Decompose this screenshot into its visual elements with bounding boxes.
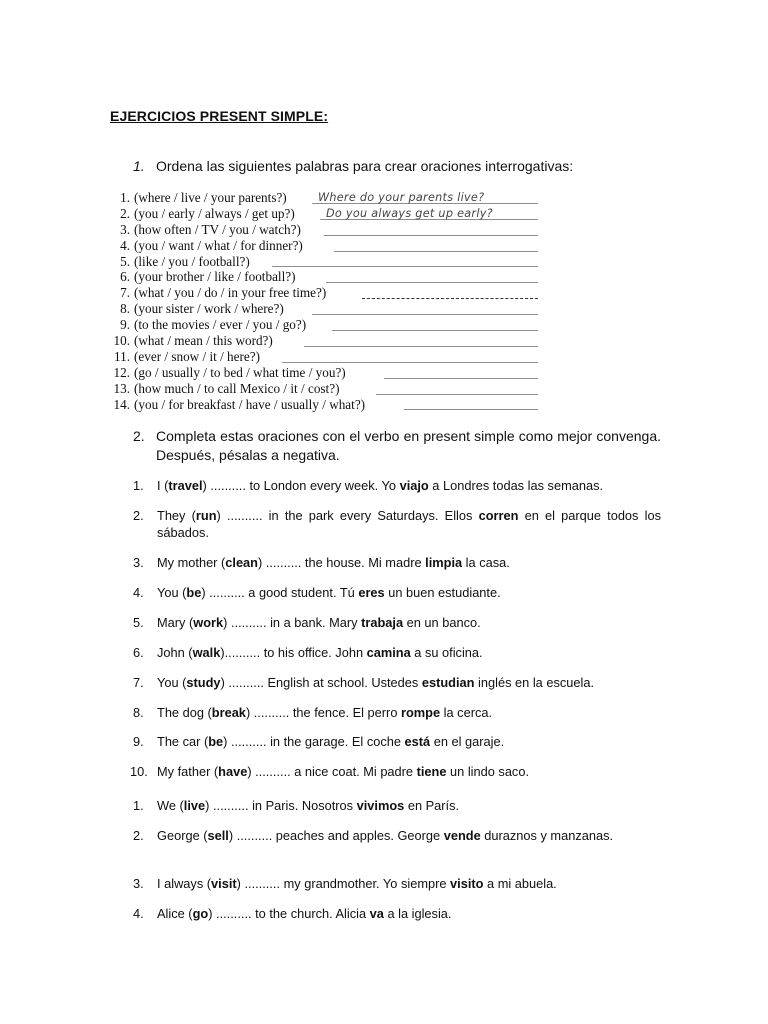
verb-bold: be xyxy=(186,585,202,600)
reorder-item xyxy=(104,269,544,285)
item-text xyxy=(157,614,661,631)
spanish-verb-bold: trabaja xyxy=(361,615,404,630)
list-item xyxy=(133,477,661,494)
list-item xyxy=(133,704,661,721)
item-number: 9. xyxy=(120,317,130,333)
item-number: 5. xyxy=(133,615,144,630)
text-fragment: ) .......... in Paris. Nosotros xyxy=(205,798,357,813)
item-text xyxy=(157,875,661,892)
list-item xyxy=(133,797,661,814)
text-fragment: ) .......... English at school. Ustedes xyxy=(220,675,422,690)
text-fragment: un buen estudiante. xyxy=(384,585,501,600)
item-number: 8. xyxy=(133,705,144,720)
text-fragment: John ( xyxy=(157,645,193,660)
item-number: 1. xyxy=(133,478,144,493)
verb-bold: work xyxy=(193,615,224,630)
text-fragment: Mary ( xyxy=(157,615,194,630)
answer-line xyxy=(272,266,538,267)
item-number: 3. xyxy=(133,555,144,570)
spanish-verb-bold: tiene xyxy=(416,764,447,779)
verb-bold: go xyxy=(192,906,209,921)
item-number: 2. xyxy=(120,205,130,221)
text-fragment: You ( xyxy=(157,585,187,600)
reorder-item xyxy=(104,381,544,397)
item-number: 4. xyxy=(133,585,144,600)
answer-line xyxy=(334,251,538,252)
item-text xyxy=(157,554,661,571)
spanish-verb-bold: está xyxy=(404,734,431,749)
text-fragment: ) .......... a good student. Tú xyxy=(201,585,359,600)
text-fragment: ) .......... the fence. El perro xyxy=(245,705,401,720)
spanish-verb-bold: visito xyxy=(450,876,484,891)
list-item xyxy=(133,584,661,601)
page-title: EJERCICIOS PRESENT SIMPLE: xyxy=(110,108,329,124)
list-item xyxy=(133,507,661,541)
reorder-item xyxy=(104,301,544,317)
verb-bold: have xyxy=(218,764,248,779)
item-prompt: (how often / TV / you / watch?) xyxy=(134,221,301,237)
text-fragment: la cerca. xyxy=(440,705,493,720)
verb-bold: live xyxy=(183,798,206,813)
text-fragment: ) .......... peaches and apples. George xyxy=(228,828,444,843)
text-fragment: en el parque todos los sábados. xyxy=(157,508,661,540)
text-fragment: Alice ( xyxy=(157,906,193,921)
text-fragment: ) .......... the house. Mi madre xyxy=(258,555,426,570)
section-1-instruction: Ordena las siguientes palabras para crear oraciones interrogativas: xyxy=(156,158,574,174)
list-item xyxy=(133,644,661,661)
spanish-verb-bold: va xyxy=(369,906,384,921)
text-fragment: ).......... to his office. John xyxy=(220,645,367,660)
item-prompt: (you / for breakfast / have / usually / what?) xyxy=(134,396,366,412)
text-fragment: en el garaje. xyxy=(430,734,505,749)
section-2-number: 2. xyxy=(133,428,145,444)
item-number: 14. xyxy=(113,396,130,412)
item-number: 10. xyxy=(130,764,148,779)
item-number: 1. xyxy=(120,190,130,205)
item-prompt: (to the movies / ever / you / go?) xyxy=(134,317,307,333)
section-1-number: 1. xyxy=(133,158,145,174)
item-prompt: (go / usually / to bed / what time / you?) xyxy=(134,364,346,380)
reorder-item xyxy=(104,317,544,333)
verb-bold: clean xyxy=(225,555,258,570)
list-item xyxy=(130,763,661,780)
spanish-verb-bold: camina xyxy=(366,645,411,660)
list-item xyxy=(133,554,661,571)
spanish-verb-bold: viajo xyxy=(399,478,429,493)
item-number: 8. xyxy=(120,301,130,317)
item-number: 10. xyxy=(113,333,130,349)
answer-line xyxy=(332,330,538,331)
verb-bold: travel xyxy=(168,478,203,493)
answer-line xyxy=(282,362,538,363)
item-text xyxy=(157,584,661,601)
reorder-item xyxy=(104,222,544,238)
answer-line xyxy=(324,235,538,236)
spanish-verb-bold: estudian xyxy=(421,675,475,690)
item-number: 1. xyxy=(133,798,144,813)
spanish-verb-bold: rompe xyxy=(401,705,441,720)
item-prompt: (what / you / do / in your free time?) xyxy=(134,285,327,301)
verb-bold: be xyxy=(208,734,224,749)
text-fragment: un lindo saco. xyxy=(446,764,530,779)
list-item xyxy=(133,905,661,922)
text-fragment: ) .......... in the garage. El coche xyxy=(223,734,405,749)
reorder-item xyxy=(104,285,544,301)
text-fragment: The dog ( xyxy=(157,705,212,720)
item-text xyxy=(157,905,661,922)
item-text xyxy=(157,733,661,750)
text-fragment: a la iglesia. xyxy=(383,906,452,921)
item-prompt: (like / you / football?) xyxy=(134,253,250,269)
text-fragment: duraznos y manzanas. xyxy=(480,828,614,843)
text-fragment: George ( xyxy=(157,828,208,843)
item-number: 3. xyxy=(133,876,144,891)
section-2-instruction: Completa estas oraciones con el verbo en present simple como mejor convenga. Después, pésalas a negativa. xyxy=(156,428,661,463)
reorder-item xyxy=(104,254,544,270)
list-item xyxy=(133,674,661,691)
handwritten-answer: Do you always get up early? xyxy=(326,206,493,220)
text-fragment: My mother ( xyxy=(157,555,226,570)
list-item xyxy=(133,614,661,631)
item-prompt: (your sister / work / where?) xyxy=(134,301,284,317)
verb-bold: sell xyxy=(207,828,229,843)
item-number: 12. xyxy=(113,364,130,380)
text-fragment: ) .......... to the church. Alicia xyxy=(208,906,370,921)
text-fragment: We ( xyxy=(157,798,184,813)
text-fragment: You ( xyxy=(157,675,187,690)
text-fragment: a mi abuela. xyxy=(483,876,557,891)
reorder-item xyxy=(104,238,544,254)
spanish-verb-bold: eres xyxy=(358,585,385,600)
text-fragment: I ( xyxy=(157,478,169,493)
item-text xyxy=(157,644,661,661)
item-prompt: (how much / to call Mexico / it / cost?) xyxy=(134,380,340,396)
item-number: 2. xyxy=(133,828,144,843)
section-2-header xyxy=(133,427,661,465)
list-item xyxy=(133,875,661,892)
handwritten-answer: Where do your parents live? xyxy=(318,190,485,204)
item-text xyxy=(157,477,661,494)
reorder-item xyxy=(104,206,544,222)
item-prompt: (what / mean / this word?) xyxy=(134,333,273,349)
text-fragment: ) .......... in a bank. Mary xyxy=(223,615,362,630)
item-prompt: (you / want / what / for dinner?) xyxy=(134,237,303,253)
spanish-verb-bold: vivimos xyxy=(356,798,405,813)
text-fragment: ) .......... in the park every Saturdays. Ellos xyxy=(216,508,479,523)
list-item xyxy=(133,827,661,844)
item-text xyxy=(157,763,661,780)
answer-line xyxy=(304,346,538,347)
item-prompt: (you / early / always / get up?) xyxy=(134,205,295,221)
item-text xyxy=(157,827,661,844)
answer-line xyxy=(312,314,538,315)
reorder-item xyxy=(104,397,544,413)
verb-bold: walk xyxy=(192,645,221,660)
answer-line xyxy=(384,378,538,379)
item-text xyxy=(157,507,661,541)
reorder-item xyxy=(104,349,544,365)
text-fragment: They ( xyxy=(157,508,196,523)
item-number: 13. xyxy=(113,380,130,396)
item-number: 2. xyxy=(133,508,144,523)
item-text xyxy=(157,674,661,691)
item-prompt: (where / live / your parents?) xyxy=(134,190,287,205)
text-fragment: I always ( xyxy=(157,876,212,891)
text-fragment: ) .......... to London every week. Yo xyxy=(202,478,400,493)
item-number: 6. xyxy=(120,269,130,285)
list-item xyxy=(133,733,661,750)
verb-bold: study xyxy=(186,675,221,690)
text-fragment: en París. xyxy=(404,798,460,813)
verb-bold: break xyxy=(211,705,246,720)
text-fragment: la casa. xyxy=(462,555,510,570)
reorder-exercise-list xyxy=(104,190,544,412)
item-number: 3. xyxy=(120,221,130,237)
item-number: 4. xyxy=(133,906,144,921)
reorder-item xyxy=(104,365,544,381)
text-fragment: ) .......... my grandmother. Yo siempre xyxy=(236,876,451,891)
spanish-verb-bold: limpia xyxy=(425,555,463,570)
item-number: 7. xyxy=(133,675,144,690)
reorder-item xyxy=(104,333,544,349)
item-prompt: (ever / snow / it / here?) xyxy=(134,348,260,364)
text-fragment: en un banco. xyxy=(403,615,481,630)
text-fragment: inglés en la escuela. xyxy=(474,675,594,690)
text-fragment: My father ( xyxy=(157,764,219,779)
item-number: 5. xyxy=(120,253,130,269)
text-fragment: The car ( xyxy=(157,734,209,749)
answer-line xyxy=(404,409,538,410)
spanish-verb-bold: vende xyxy=(443,828,481,843)
text-fragment: ) .......... a nice coat. Mi padre xyxy=(247,764,417,779)
item-text xyxy=(157,797,661,814)
reorder-item xyxy=(104,190,544,206)
verb-bold: visit xyxy=(211,876,237,891)
text-fragment: a Londres todas las semanas. xyxy=(428,478,604,493)
spanish-verb-bold: corren xyxy=(478,508,519,523)
item-number: 7. xyxy=(120,285,130,301)
item-number: 6. xyxy=(133,645,144,660)
item-prompt: (your brother / like / football?) xyxy=(134,269,296,285)
text-fragment: a su oficina. xyxy=(410,645,483,660)
item-text xyxy=(157,704,661,721)
answer-line xyxy=(376,394,538,395)
answer-line xyxy=(326,282,538,283)
section-1-header xyxy=(133,157,661,176)
item-number: 11. xyxy=(114,348,130,364)
item-number: 4. xyxy=(120,237,130,253)
item-number: 9. xyxy=(133,734,144,749)
answer-line xyxy=(362,298,538,299)
verb-bold: run xyxy=(195,508,217,523)
